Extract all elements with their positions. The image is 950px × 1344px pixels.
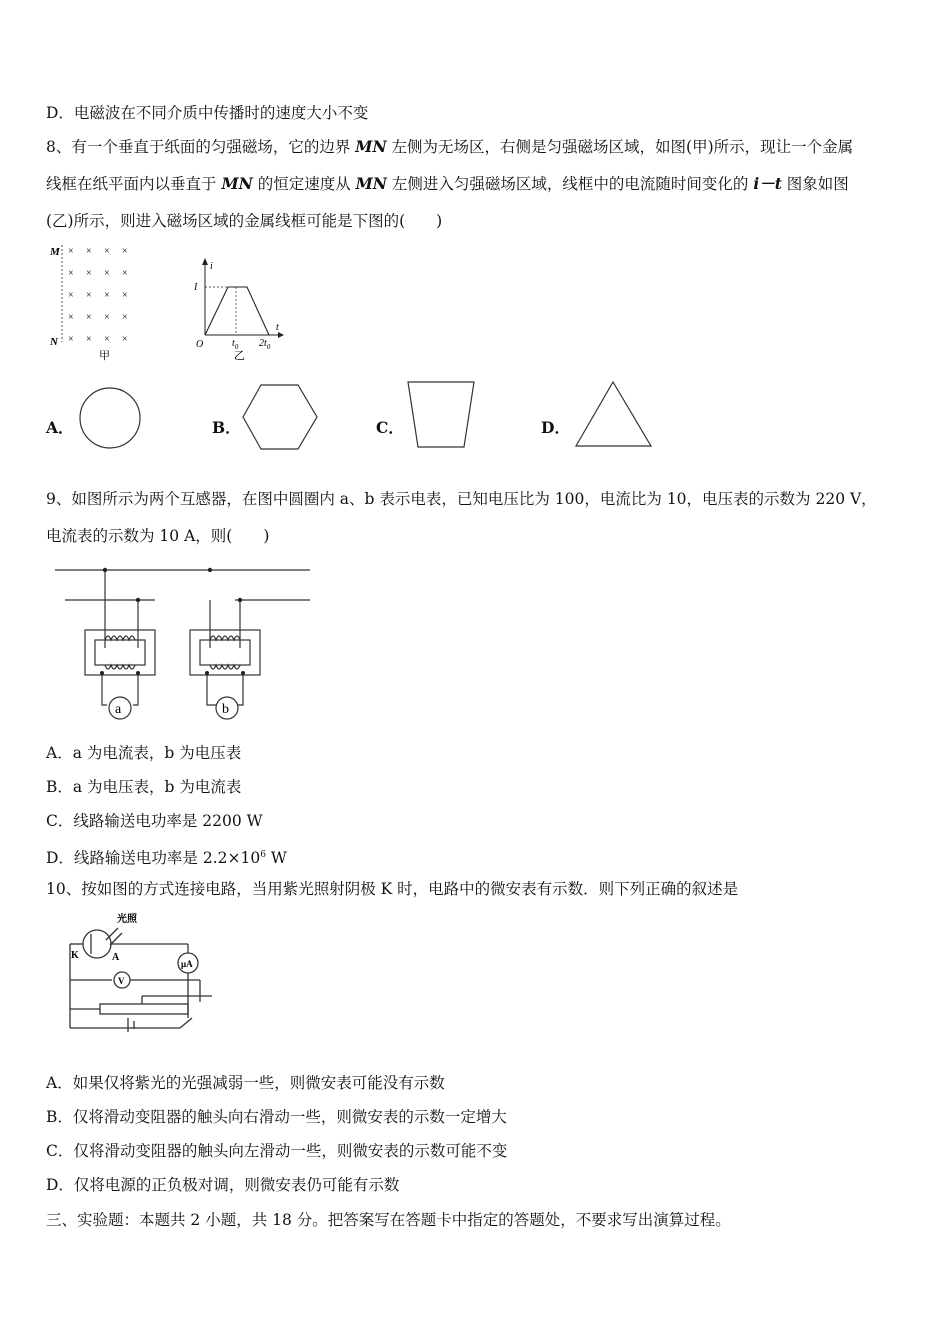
q9-transformer-figure: [50, 560, 320, 725]
field-cross-mark: ×: [86, 290, 92, 301]
q10-option-b: B．仅将滑动变阻器的触头向右滑动一些，则微安表的示数一定增大: [46, 1108, 507, 1126]
label-m: M: [50, 246, 60, 258]
q9-line-1: 9、如图所示为两个互感器，在图中圆圈内 a、b 表示电表，已知电压比为 100，电流比为 10，电压表的示数为 220 V，: [46, 490, 877, 508]
label-origin: O: [196, 339, 204, 350]
field-cross-mark: ×: [122, 246, 128, 257]
meter-a-label: a: [115, 702, 122, 717]
field-cross-mark: ×: [104, 334, 110, 345]
q10-photoelectric-circuit: [62, 910, 212, 1035]
meter-b-label: b: [222, 702, 229, 717]
field-cross-mark: ×: [68, 246, 74, 257]
caption-jia: 甲: [99, 350, 110, 362]
field-cross-mark: ×: [68, 290, 74, 301]
label-n: N: [50, 336, 58, 348]
field-cross-mark: ×: [104, 246, 110, 257]
microammeter-label: μA: [181, 959, 193, 969]
field-cross-mark: ×: [122, 268, 128, 279]
q10-option-d: D．仅将电源的正负极对调，则微安表仍可能有示数: [46, 1176, 400, 1194]
field-cross-mark: ×: [104, 290, 110, 301]
field-cross-mark: ×: [122, 334, 128, 345]
q9-option-a: A．a 为电流表，b 为电压表: [46, 744, 242, 762]
q10-option-c: C．仅将滑动变阻器的触头向左滑动一些，则微安表的示数可能不变: [46, 1142, 508, 1160]
field-cross-mark: ×: [68, 312, 74, 323]
q9-option-d: D．线路输送电功率是 $2.2\times 10^6$ W: [46, 849, 287, 868]
figure-jia-magnetic-field: [44, 240, 164, 365]
tick-2t0: $2t_0$: [259, 338, 271, 351]
field-cross-mark: ×: [122, 312, 128, 323]
anode-a-label: A: [112, 952, 120, 963]
prev-option-d: D．电磁波在不同介质中传播时的速度大小不变: [46, 104, 369, 122]
q8-option-a-label: A．: [46, 418, 74, 437]
axis-label-i: i: [210, 261, 213, 272]
q8-option-b-label: B．: [212, 418, 241, 437]
field-cross-mark: ×: [122, 290, 128, 301]
field-cross-mark: ×: [86, 312, 92, 323]
figure-yi-it-graph: [190, 255, 290, 365]
tick-t0: $t_0$: [232, 338, 239, 351]
q10-line-1: 10、按如图的方式连接电路，当用紫光照射阴极 K 时，电路中的微安表有示数．则下列正确的叙述是: [46, 880, 739, 898]
voltmeter-label: V: [118, 976, 125, 986]
field-cross-mark: ×: [68, 268, 74, 279]
q8-line-1: 8、有一个垂直于纸面的匀强磁场，它的边界 MN 左侧为无场区，右侧是匀强磁场区域，如图(甲)所示，现让一个金属: [46, 137, 854, 156]
q8-line-2: 线框在纸平面内以垂直于 MN 的恒定速度从 MN 左侧进入匀强磁场区域，线框中的电流随时间变化的 i－t 图象如图: [46, 174, 849, 193]
field-cross-mark: ×: [86, 334, 92, 345]
field-cross-mark: ×: [68, 334, 74, 345]
q8-line-3: (乙)所示，则进入磁场区域的金属线框可能是下图的( ): [46, 212, 443, 230]
q9-line-2: 电流表的示数为 10 A，则( ): [46, 527, 270, 545]
q9-option-c: C．线路输送电功率是 2200 W: [46, 812, 263, 830]
label-current-i: I: [194, 282, 198, 293]
q8-option-b-hexagon-frame: [241, 383, 319, 451]
q8-option-d-label: D．: [541, 418, 570, 437]
axis-label-t: t: [276, 322, 279, 333]
q9-option-b: B．a 为电压表，b 为电流表: [46, 778, 242, 796]
q8-option-d-triangle-frame: [574, 380, 654, 450]
caption-yi: 乙: [234, 350, 245, 362]
section-3-heading: 三、实验题：本题共 2 小题，共 18 分。把答案写在答题卡中指定的答题处，不要求写出演算过程。: [46, 1211, 731, 1229]
field-cross-mark: ×: [104, 268, 110, 279]
field-cross-mark: ×: [104, 312, 110, 323]
q8-option-c-label: C．: [376, 418, 404, 437]
cathode-k-label: K: [71, 950, 79, 961]
light-label: 光照: [117, 914, 137, 925]
q10-option-a: A．如果仅将紫光的光强减弱一些，则微安表可能没有示数: [46, 1074, 445, 1092]
q8-option-c-trapezoid-frame: [406, 380, 476, 450]
q8-option-a-circle-frame: [78, 386, 142, 450]
field-cross-marks: [68, 246, 128, 345]
field-cross-mark: ×: [86, 268, 92, 279]
field-cross-mark: ×: [86, 246, 92, 257]
